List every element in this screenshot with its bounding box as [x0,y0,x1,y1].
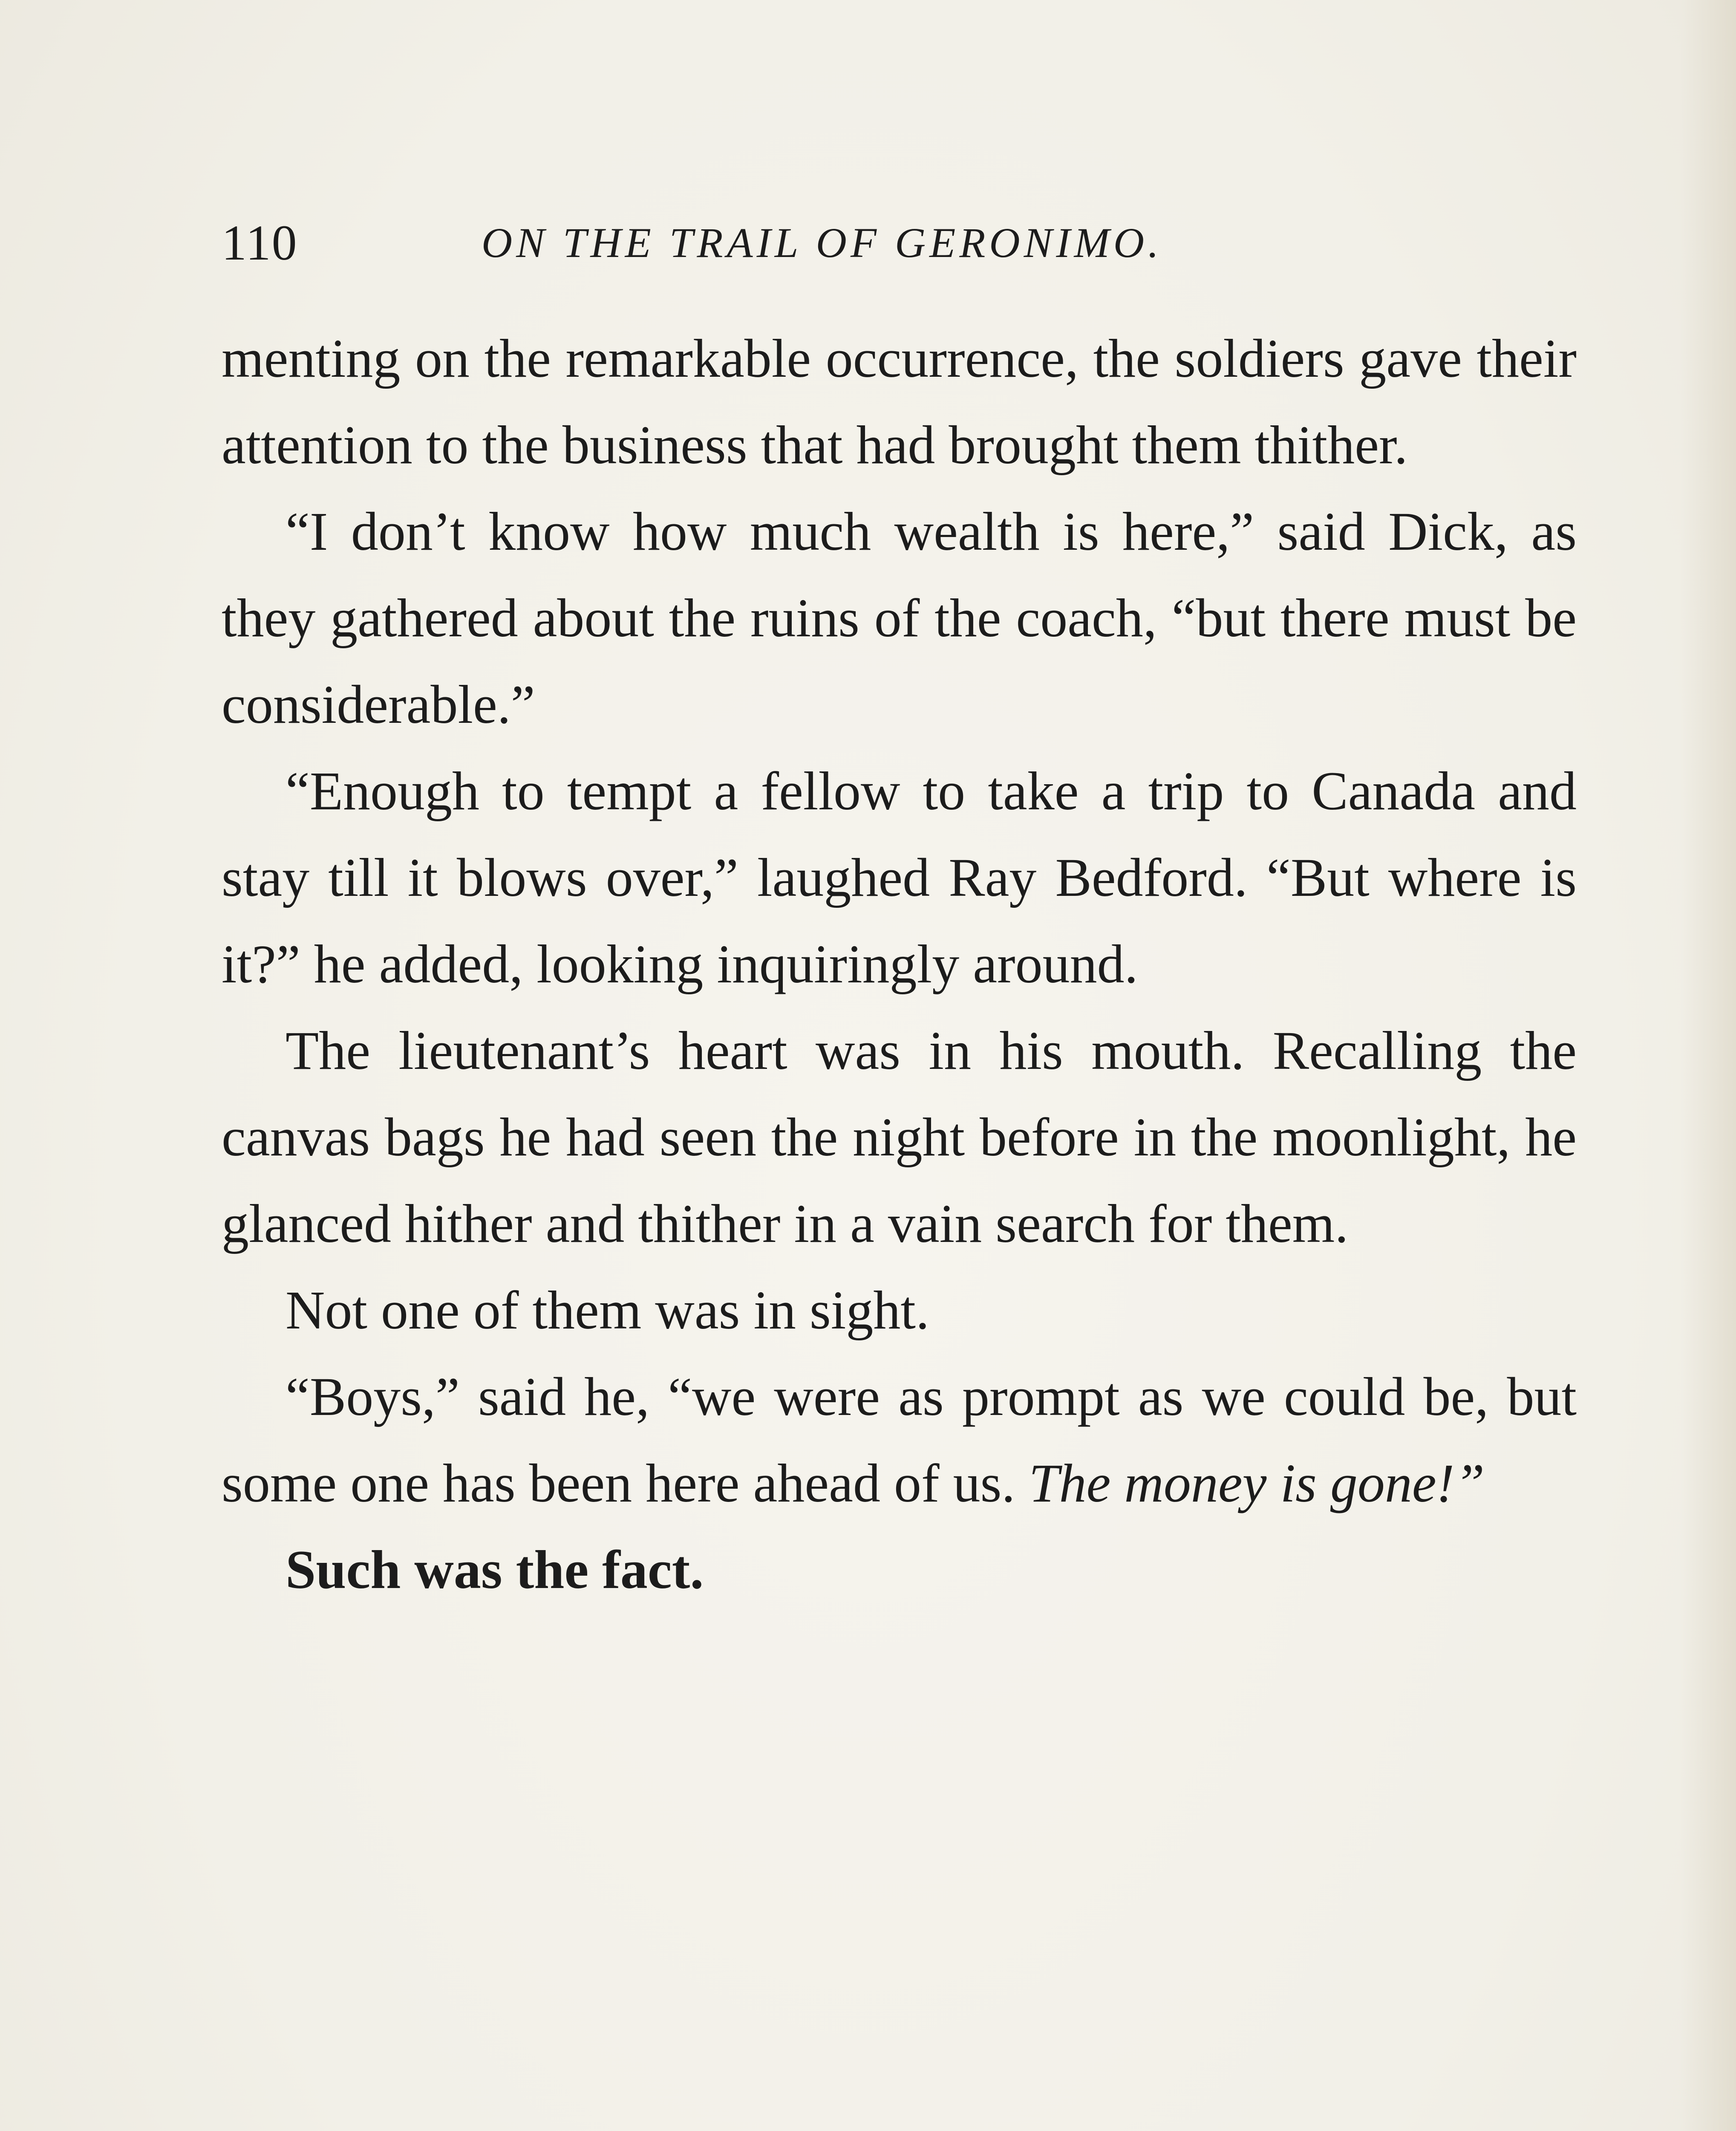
page-number: 110 [222,215,298,271]
body-text [222,315,1577,1613]
paragraph-lieutenant: The lieutenant’s heart was in his mouth. Recalling the canvas bags he had seen the night before in the moonlight, he glanced hither and thither in a vain search for them. [222,1020,1577,1254]
running-title: ON THE TRAIL OF GERONIMO. [482,219,1163,266]
paragraph-not-in-sight: Not one of them was in sight. [285,1280,929,1340]
page-edge-shadow [1681,0,1736,2131]
paragraph-dick: “I don’t know how much wealth is here,” said Dick, as they gathered about the ruins of the coach, “but there must be considerable.” [222,501,1577,735]
paragraph-continuation: menting on the remarkable occurrence, the soldiers gave their attention to the business that had brought them thither. [222,328,1577,475]
boys-quote-text: “Boys,” said he, “we were as prompt as we could be, but some one has been here ahead of us. [222,1366,1577,1513]
paragraph-ray-bedford: “Enough to tempt a fellow to take a trip to Canada and stay till it blows over,” laughed Ray Bedford. “But where is it?” he added, looking inquiringly around. [222,761,1577,994]
money-gone-text: The money is gone!” [1029,1453,1485,1513]
paragraph-boys [222,1354,1577,1527]
paragraph-such-was-the-fact: Such was the fact. [285,1539,704,1600]
running-header [222,209,1585,277]
